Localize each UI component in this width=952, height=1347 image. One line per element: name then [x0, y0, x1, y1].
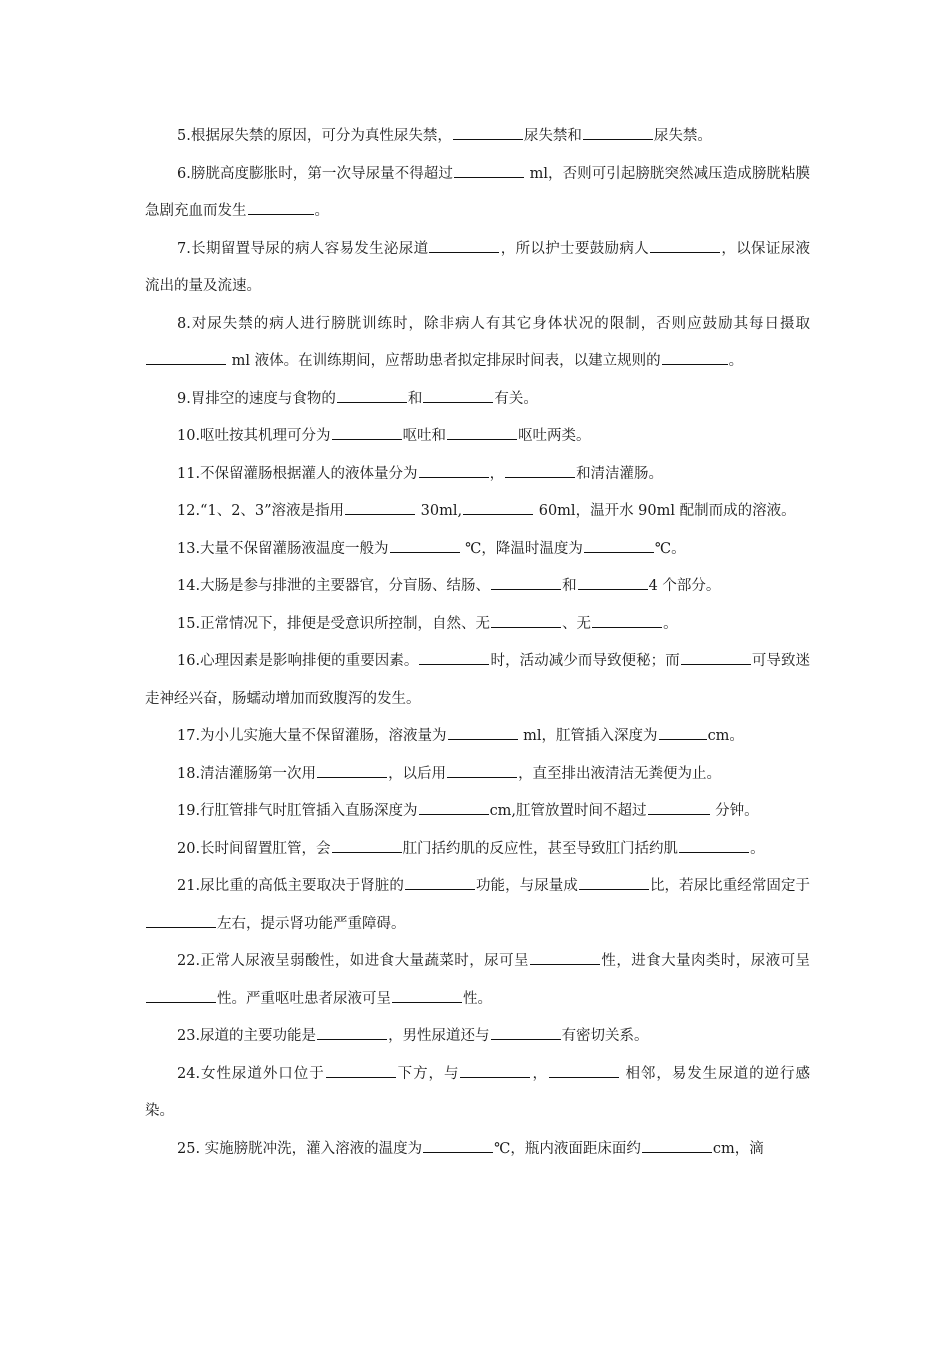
answer-blank[interactable]	[429, 237, 499, 253]
answer-blank[interactable]	[423, 387, 493, 403]
answer-blank[interactable]	[419, 649, 489, 665]
answer-blank[interactable]	[659, 724, 707, 740]
answer-blank[interactable]	[390, 537, 460, 553]
answer-blank[interactable]	[642, 1137, 712, 1153]
answer-blank[interactable]	[530, 949, 600, 965]
answer-blank[interactable]	[447, 762, 517, 778]
answer-blank[interactable]	[146, 987, 216, 1003]
answer-blank[interactable]	[505, 462, 575, 478]
question-list	[145, 118, 810, 1168]
answer-blank[interactable]	[345, 499, 415, 515]
answer-blank[interactable]	[681, 649, 751, 665]
question-7: 7.长期留置导尿的病人容易发生泌尿道 ，所以护士要鼓励病人 ，以保证尿液流出的量及流速。	[145, 231, 810, 306]
question-21: 21.尿比重的高低主要取决于肾脏的 功能，与尿量成 比，若尿比重经常固定于左右，提示肾功能严重障碍。	[145, 868, 810, 943]
question-18: 18.清洁灌肠第一次用 ，以后用 ，直至排出液清洁无粪便为止。	[145, 756, 810, 794]
question-20: 20.长时间留置肛管，会 肛门括约肌的反应性，甚至导致肛门括约肌 。	[145, 831, 810, 869]
question-17: 17.为小儿实施大量不保留灌肠，溶液量为 ml，肛管插入深度为 cm。	[145, 718, 810, 756]
answer-blank[interactable]	[317, 762, 387, 778]
answer-blank[interactable]	[592, 612, 662, 628]
question-12: 12.“1、2、3”溶液是指用 30ml, 60ml，温开水 90ml 配制而成的溶液。	[145, 493, 810, 531]
answer-blank[interactable]	[447, 424, 517, 440]
answer-blank[interactable]	[491, 1024, 561, 1040]
answer-blank[interactable]	[453, 124, 523, 140]
answer-blank[interactable]	[317, 1024, 387, 1040]
answer-blank[interactable]	[648, 799, 710, 815]
answer-blank[interactable]	[650, 237, 720, 253]
answer-blank[interactable]	[579, 874, 649, 890]
answer-blank[interactable]	[332, 837, 402, 853]
answer-blank[interactable]	[549, 1062, 619, 1078]
answer-blank[interactable]	[248, 199, 314, 215]
question-19: 19.行肛管排气时肛管插入直肠深度为 cm,肛管放置时间不超过 分钟。	[145, 793, 810, 831]
question-24: 24.女性尿道外口位于 下方，与 ， 相邻，易发生尿道的逆行感染。	[145, 1056, 810, 1131]
question-15: 15.正常情况下，排便是受意识所控制，自然、无 、无 。	[145, 606, 810, 644]
answer-blank[interactable]	[392, 987, 462, 1003]
answer-blank[interactable]	[463, 499, 533, 515]
answer-blank[interactable]	[332, 424, 402, 440]
question-22: 22.正常人尿液呈弱酸性，如进食大量蔬菜时，尿可呈 性，进食大量肉类时，尿液可呈性。严重呕吐患者尿液可呈 性。	[145, 943, 810, 1018]
answer-blank[interactable]	[460, 1062, 530, 1078]
question-5: 5.根据尿失禁的原因，可分为真性尿失禁， 尿失禁和 尿失禁。	[145, 118, 810, 156]
answer-blank[interactable]	[584, 537, 654, 553]
answer-blank[interactable]	[454, 162, 524, 178]
question-23: 23.尿道的主要功能是 ，男性尿道还与 有密切关系。	[145, 1018, 810, 1056]
question-9: 9.胃排空的速度与食物的 和 有关。	[145, 381, 810, 419]
answer-blank[interactable]	[423, 1137, 493, 1153]
question-16: 16.心理因素是影响排便的重要因素。 时，活动减少而导致便秘；而 可导致迷走神经兴奋，肠蠕动增加而致腹泻的发生。	[145, 643, 810, 718]
question-13: 13.大量不保留灌肠液温度一般为 ℃，降温时温度为 ℃。	[145, 531, 810, 569]
answer-blank[interactable]	[491, 574, 561, 590]
answer-blank[interactable]	[491, 612, 561, 628]
answer-blank[interactable]	[578, 574, 648, 590]
question-14: 14.大肠是参与排泄的主要器官，分盲肠、结肠、 和 4 个部分。	[145, 568, 810, 606]
answer-blank[interactable]	[405, 874, 475, 890]
answer-blank[interactable]	[448, 724, 518, 740]
question-6: 6.膀胱高度膨胀时，第一次导尿量不得超过 ml，否则可引起膀胱突然减压造成膀胱粘膜急剧充血而发生 。	[145, 156, 810, 231]
answer-blank[interactable]	[662, 349, 728, 365]
answer-blank[interactable]	[679, 837, 749, 853]
question-10: 10.呕吐按其机理可分为 呕吐和 呕吐两类。	[145, 418, 810, 456]
answer-blank[interactable]	[146, 912, 216, 928]
question-11: 11.不保留灌肠根据灌人的液体量分为 ， 和清洁灌肠。	[145, 456, 810, 494]
answer-blank[interactable]	[419, 462, 489, 478]
answer-blank[interactable]	[326, 1062, 396, 1078]
answer-blank[interactable]	[146, 349, 226, 365]
answer-blank[interactable]	[337, 387, 407, 403]
answer-blank[interactable]	[583, 124, 653, 140]
question-25: 25. 实施膀胱冲洗，灌入溶液的温度为 ℃，瓶内液面距床面约 cm，滴	[145, 1131, 810, 1169]
answer-blank[interactable]	[419, 799, 489, 815]
question-8: 8.对尿失禁的病人进行膀胱训练时，除非病人有其它身体状况的限制，否则应鼓励其每日摄取 ml 液体。在训练期间，应帮助患者拟定排尿时间表，以建立规则的 。	[145, 306, 810, 381]
